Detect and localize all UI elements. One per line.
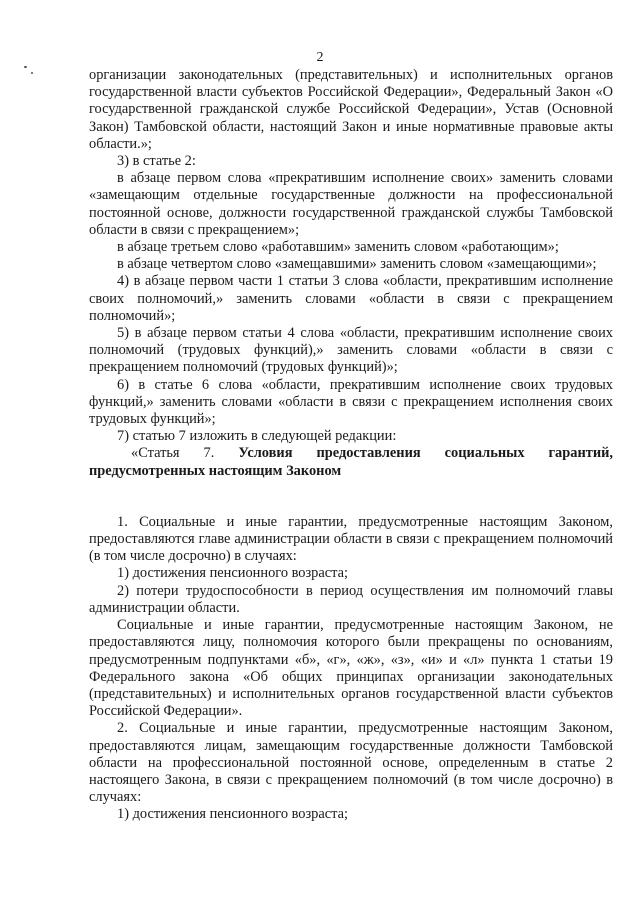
document-paragraph: 5) в абзаце первом статьи 4 слова «области, прекратившим исполнение своих полномочий (трудовых функций),» заменить словами «области в связи с прекращением полномочий (трудовых функций)»; bbox=[89, 325, 613, 376]
article-title: Условия предоставления социальных гарантий, предусмотренных настоящим Законом bbox=[89, 445, 613, 479]
document-paragraph: в абзаце третьем слово «работавшим» заменить словом «работающим»; bbox=[117, 239, 559, 256]
document-paragraph: Социальные и иные гарантии, предусмотренные настоящим Законом, не предоставляются лицу, полномочия которого были прекращены по основаниям, предусмотренным подпунктами «б», «г», «ж», «з», «и» и «л» пункта 1 статьи 19 Федерального закона «Об общих принципах организации законодательных (представительных) и исполнительных органов государственной власти субъектов Российской Федерации». bbox=[89, 617, 613, 720]
document-paragraphs-top bbox=[89, 67, 613, 445]
document-paragraph: 7) статью 7 изложить в следующей редакции: bbox=[117, 428, 397, 445]
document-paragraph: организации законодательных (представительных) и исполнительных органов государственной власти субъектов Российской Федерации», Федеральный Закон «О государственной гражданской службе Российской Федерации», Устав (Основной Закон) Тамбовской области, настоящий Закон и иные нормативные правовые акты области.»; bbox=[89, 67, 613, 152]
document-paragraph: 1) достижения пенсионного возраста; bbox=[117, 565, 349, 582]
document-paragraph: 2. Социальные и иные гарантии, предусмотренные настоящим Законом, предоставляются лицам, замещающим государственные должности Тамбовской области на профессиональной постоянной основе, определенным в статье 2 настоящего Закона, в связи с прекращением полномочий (в том числе досрочно) в случаях: bbox=[89, 720, 613, 806]
document-paragraph: 6) в статье 6 слова «области, прекратившим исполнение своих трудовых функций,» заменить словами «области в связи с прекращением исполнения своих трудовых функций»; bbox=[89, 376, 613, 428]
document-body bbox=[89, 67, 613, 824]
section-gap bbox=[89, 480, 613, 514]
article-prefix: «Статья 7. bbox=[131, 445, 215, 462]
document-paragraph: 3) в статье 2: bbox=[117, 153, 196, 170]
document-paragraph: 1) достижения пенсионного возраста; bbox=[117, 806, 349, 823]
document-paragraph: 2) потери трудоспособности в период осуществления им полномочий главы администрации области. bbox=[89, 582, 613, 616]
scan-speck bbox=[31, 72, 33, 74]
page-number: 2 bbox=[316, 50, 324, 65]
document-paragraph: 1. Социальные и иные гарантии, предусмотренные настоящим Законом, предоставляются главе администрации области в связи с прекращением полномочий (в том числе досрочно) в случаях: bbox=[89, 513, 613, 565]
scan-speck bbox=[24, 66, 27, 68]
article-heading bbox=[89, 445, 613, 479]
document-paragraph: в абзаце первом слова «прекратившим исполнение своих» заменить словами «замещающим отдельные государственные должности на профессиональной постоянной основе, должности государственной гражданской службы Тамбовской области в связи с прекращением»; bbox=[89, 170, 613, 238]
document-paragraphs-bottom bbox=[89, 514, 613, 824]
document-paragraph: в абзаце четвертом слово «замещавшими» заменить словом «замещающими»; bbox=[117, 256, 597, 273]
document-paragraph: 4) в абзаце первом части 1 статьи 3 слова «области, прекратившим исполнение своих полномочий,» заменить словами «области в связи с прекращением полномочий»; bbox=[89, 273, 613, 324]
